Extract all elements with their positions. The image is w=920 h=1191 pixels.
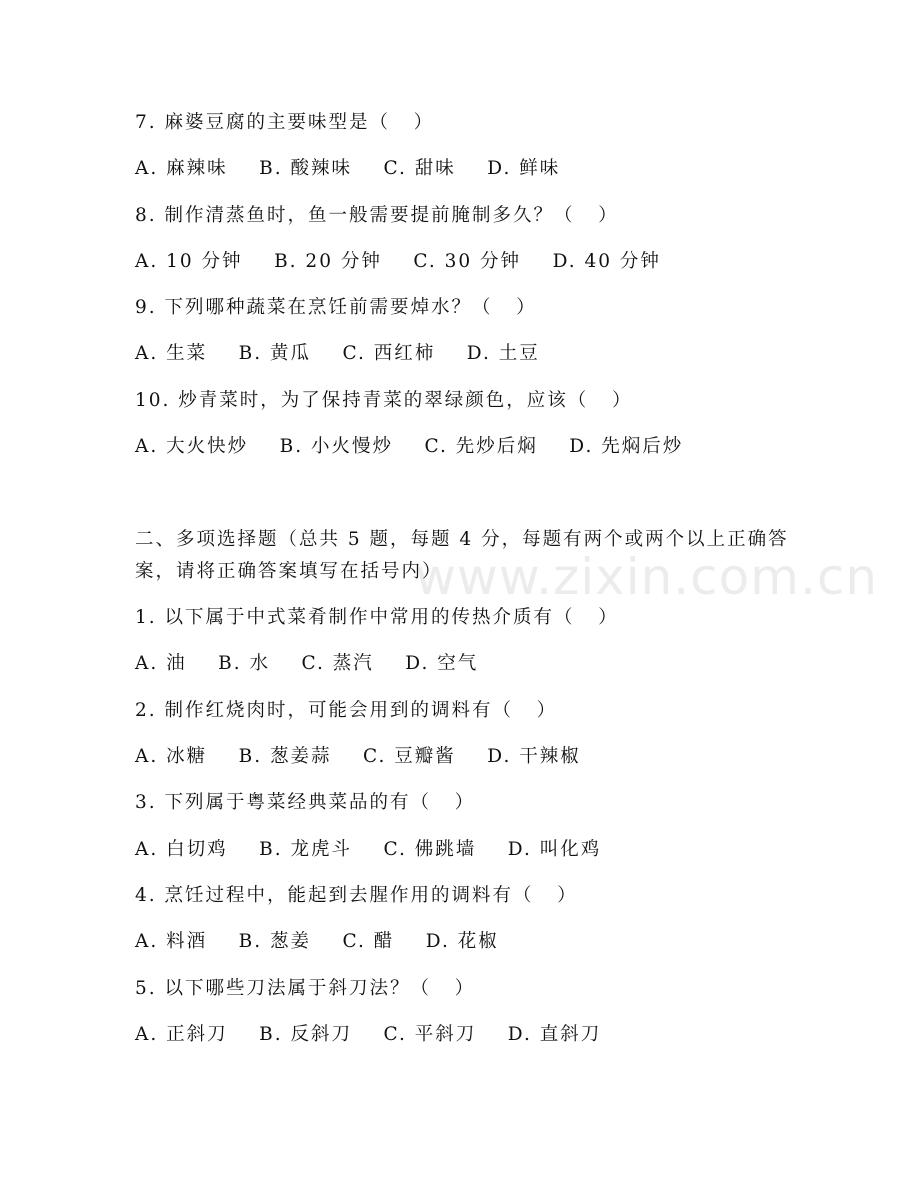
question-options: A. 10 分钟 B. 20 分钟 C. 30 分钟 D. 40 分钟 bbox=[135, 251, 661, 272]
question-stem: 1. 以下属于中式菜肴制作中常用的传热介质有（ ） bbox=[135, 607, 619, 628]
question-options: A. 冰糖 B. 葱姜蒜 C. 豆瓣酱 D. 干辣椒 bbox=[135, 746, 581, 767]
question-stem: 7. 麻婆豆腐的主要味型是（ ） bbox=[135, 112, 435, 133]
question-stem: 4. 烹饪过程中，能起到去腥作用的调料有（ ） bbox=[135, 885, 578, 906]
question-stem: 9. 下列哪种蔬菜在烹饪前需要焯水？（ ） bbox=[135, 297, 537, 318]
watermark: www.zixin.com.cn bbox=[415, 548, 879, 606]
question-options: A. 料酒 B. 葱姜 C. 醋 D. 花椒 bbox=[135, 931, 499, 952]
section-title: 二、多项选择题（总共 5 题，每题 4 分，每题有两个或两个以上正确答案，请将正确答案填写在括号内） bbox=[135, 529, 789, 582]
question-options: A. 油 B. 水 C. 蒸汽 D. 空气 bbox=[135, 653, 479, 674]
question-stem: 10. 炒青菜时，为了保持青菜的翠绿颜色，应该（ ） bbox=[135, 390, 633, 411]
question-stem: 5. 以下哪些刀法属于斜刀法？（ ） bbox=[135, 978, 476, 999]
question-options: A. 正斜刀 B. 反斜刀 C. 平斜刀 D. 直斜刀 bbox=[135, 1024, 602, 1045]
question-options: A. 麻辣味 B. 酸辣味 C. 甜味 D. 鲜味 bbox=[135, 158, 561, 179]
question-options: A. 白切鸡 B. 龙虎斗 C. 佛跳墙 D. 叫化鸡 bbox=[135, 839, 602, 860]
question-options: A. 生菜 B. 黄瓜 C. 西红柿 D. 土豆 bbox=[135, 343, 540, 364]
question-stem: 2. 制作红烧肉时，可能会用到的调料有（ ） bbox=[135, 700, 558, 721]
question-stem: 3. 下列属于粤菜经典菜品的有（ ） bbox=[135, 792, 476, 813]
question-stem: 8. 制作清蒸鱼时，鱼一般需要提前腌制多久？（ ） bbox=[135, 205, 619, 226]
question-options: A. 大火快炒 B. 小火慢炒 C. 先炒后焖 D. 先焖后炒 bbox=[135, 436, 684, 457]
